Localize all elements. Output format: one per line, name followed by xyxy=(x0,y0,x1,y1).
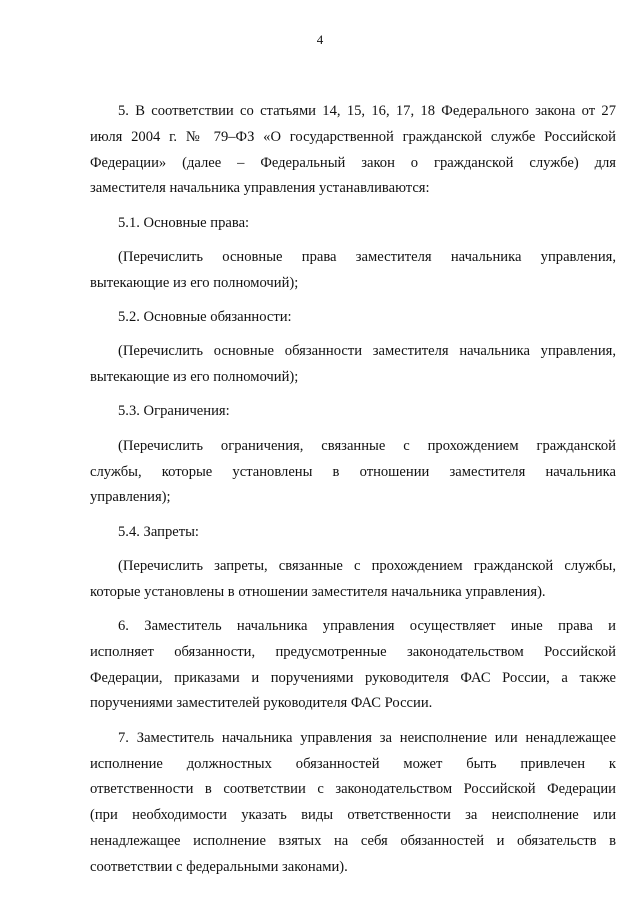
text-line: 5.4. Запреты: xyxy=(118,523,199,540)
text-line: службы, которые установлены в отношении заместителя начальника xyxy=(90,463,616,480)
paragraph xyxy=(90,245,616,297)
text-line: Федерации» (далее – Федеральный закон о гражданской службе) для xyxy=(90,154,616,171)
text-line: 7. Заместитель начальника управления за неисполнение или ненадлежащее xyxy=(118,729,616,746)
page-number: 4 xyxy=(316,32,324,47)
paragraph xyxy=(118,211,616,237)
paragraph xyxy=(90,554,616,606)
paragraph xyxy=(118,520,616,546)
paragraph xyxy=(90,614,616,717)
paragraph xyxy=(118,305,616,331)
paragraph xyxy=(90,434,616,511)
text-line: ненадлежащее исполнение взятых на себя обязанностей и обязательств в xyxy=(90,832,616,849)
text-line: (при необходимости указать виды ответственности за неисполнение или xyxy=(90,807,616,824)
text-line: 5. В соответствии со статьями 14, 15, 16, 17, 18 Федерального закона от 27 xyxy=(118,103,616,119)
text-line: поручениями заместителей руководителя ФАС России. xyxy=(90,695,433,712)
text-line: июля 2004 г. № 79–ФЗ «О государственной гражданской службе Российской xyxy=(90,128,616,145)
text-line: соответствии с федеральными законами). xyxy=(90,858,348,875)
document-body xyxy=(90,99,616,889)
text-line: (Перечислить ограничения, связанные с прохождением гражданской xyxy=(118,437,616,454)
text-line: (Перечислить запреты, связанные с прохождением гражданской службы, xyxy=(118,557,616,574)
paragraph xyxy=(90,339,616,391)
text-line: 5.2. Основные обязанности: xyxy=(118,309,292,326)
text-line: (Перечислить основные права заместителя начальника управления, xyxy=(118,248,616,265)
text-line: исполнение должностных обязанностей может быть привлечен к xyxy=(90,755,616,772)
text-line: вытекающие из его полномочий); xyxy=(90,369,299,386)
text-line: 5.3. Ограничения: xyxy=(118,403,230,420)
paragraph xyxy=(90,99,616,202)
text-line: которые установлены в отношении заместителя начальника управления). xyxy=(90,583,546,600)
text-line: (Перечислить основные обязанности заместителя начальника управления, xyxy=(118,343,616,360)
text-line: управления); xyxy=(90,489,171,506)
text-line: 5.1. Основные права: xyxy=(118,214,250,231)
text-line: вытекающие из его полномочий); xyxy=(90,274,299,291)
paragraph xyxy=(118,399,616,425)
text-line: ответственности в соответствии с законодательством Российской Федерации xyxy=(90,781,616,798)
text-line: Федерации, приказами и поручениями руководителя ФАС России, а также xyxy=(90,669,616,686)
text-line: 6. Заместитель начальника управления осуществляет иные права и xyxy=(118,618,616,635)
text-line: заместителя начальника управления устанавливаются: xyxy=(90,180,430,197)
paragraph xyxy=(90,726,616,881)
text-line: исполняет обязанности, предусмотренные законодательством Российской xyxy=(90,643,616,660)
